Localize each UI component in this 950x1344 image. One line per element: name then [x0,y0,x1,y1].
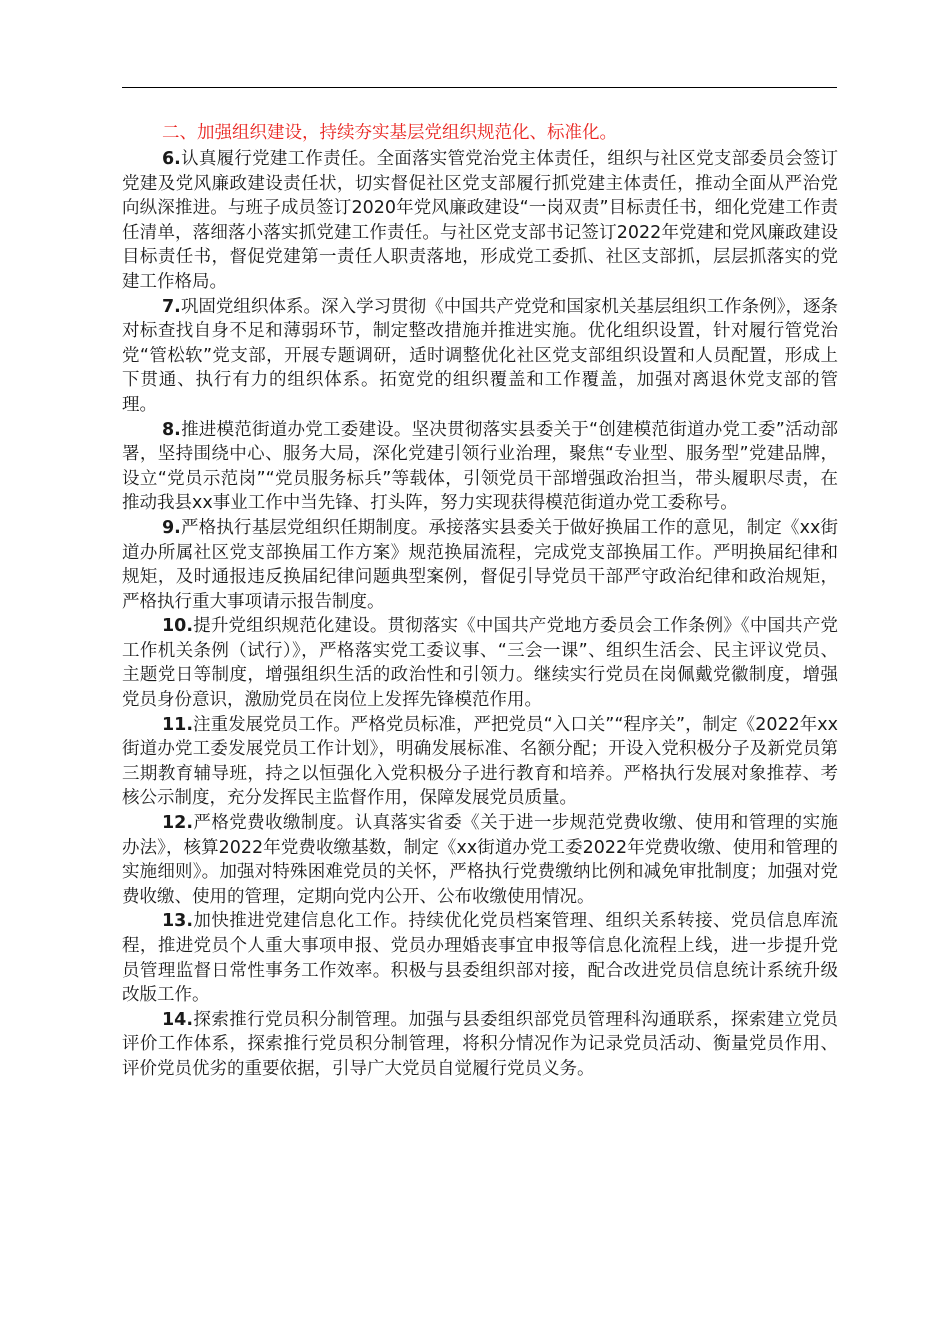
item-number: 13. [162,911,194,932]
item-body: 承接落实县委关于做好换届工作的意见，制定《xx街道办所属社区党支部换届工作方案》规范换届流程，完成党支部换届工作。严明换届纪律和规矩，及时通报违反换届纪律问题典型案例，督促引导党员干部严守政治纪律和政治规矩，严格执行重大事项请示报告制度。 [122,517,839,612]
paragraph-item-7 [122,295,838,418]
item-title: 提升党组织规范化建设。 [193,616,388,637]
paragraph-item-13 [122,909,838,1007]
item-number: 8. [162,419,181,440]
item-title: 认真履行党建工作责任。 [180,149,377,169]
item-title: 严格党费收缴制度。 [193,813,355,834]
paragraph-item-11 [122,713,838,811]
item-number: 10. [162,616,194,637]
paragraph-item-10 [122,614,838,712]
item-number: 11. [162,714,194,735]
item-body: 持续优化党员档案管理、组织关系转接、党员信息库流程，推进党员个人重大事项申报、党员办理婚丧事宜申报等信息化流程上线，进一步提升党员管理监督日常性事务工作效率。积极与县委组织部对接，配合改进党员信息统计系统升级改版工作。 [122,911,839,1006]
paragraph-item-12 [122,811,838,909]
paragraph-item-6 [122,147,838,295]
paragraph-item-8 [122,418,838,516]
item-body: 严格党员标准，严把党员“入口关”“程序关”，制定《2022年xx街道办党工委发展党员工作计划》，明确发展标准、名额分配；开设入党积极分子及新党员第三期教育辅导班，持之以恒强化入党积极分子进行教育和培养。严格执行发展对象推荐、考核公示制度，充分发挥民主监督作用，保障发展党员质量。 [122,714,839,809]
item-number: 7. [162,296,181,317]
paragraph-item-14 [122,1008,838,1082]
item-body: 加强与县委组织部党员管理科沟通联系，探索建立党员评价工作体系，探索推行党员积分制管理，将积分情况作为记录党员活动、衡量党员作用、评价党员优劣的重要依据，引导广大党员自觉履行党员义务。 [122,1009,839,1079]
item-number: 9. [162,517,181,538]
item-body: 全面落实管党治党主体责任，组织与社区党支部委员会签订党建及党风廉政建设责任状，切实督促社区党支部履行抓党建主体责任，推动全面从严治党向纵深推进。与班子成员签订2020年党风廉政建设“一岗双责”目标责任书，细化党建工作责任清单，落细落小落实抓党建工作责任。与社区党支部书记签订2022年党建和党风廉政建设目标责任书，督促党建第一责任人职责落地，形成党工委抓、社区支部抓，层层抓落实的党建工作格局。 [122,149,839,292]
item-number: 6. [162,149,181,169]
item-title: 注重发展党员工作。 [193,714,351,735]
paragraph-item-9 [122,516,838,614]
item-title: 推进模范街道办党工委建设。 [180,419,412,440]
section-heading: 二、加强组织建设，持续夯实基层党组织规范化、标准化。 [162,123,617,143]
item-title: 探索推行党员积分制管理。 [193,1009,409,1030]
item-title: 严格执行基层党组织任期制度。 [180,517,429,538]
document-body [122,120,838,1082]
item-title: 巩固党组织体系。 [180,296,322,317]
item-title: 加快推进党建信息化工作。 [193,911,409,932]
item-body: 认真落实省委《关于进一步规范党费收缴、使用和管理的实施办法》，核算2022年党费收缴基数，制定《xx街道办党工委2022年党费收缴、使用和管理的实施细则》。加强对特殊困难党员的关怀，严格执行党费缴纳比例和减免审批制度；加强对党费收缴、使用的管理，定期向党内公开、公布收缴使用情况。 [122,813,839,907]
header-rule [122,87,837,88]
item-body: 深入学习贯彻《中国共产党党和国家机关基层组织工作条例》，逐条对标查找自身不足和薄弱环节，制定整改措施并推进实施。优化组织设置，针对履行管党治党“管松软”党支部，开展专题调研，适时调整优化社区党支部组织设置和人员配置，形成上下贯通、执行有力的组织体系。拓宽党的组织覆盖和工作覆盖，加强对离退休党支部的管理。 [122,296,838,415]
item-number: 12. [162,813,194,834]
item-body: 坚决贯彻落实县委关于“创建模范街道办党工委”活动部署，坚持围绕中心、服务大局，深化党建引领行业治理，聚焦“专业型、服务型”党建品牌，设立“党员示范岗”“党员服务标兵”等载体，引领党员干部增强政治担当，带头履职尽责，在推动我县xx事业工作中当先锋、打头阵，努力实现获得模范街道办党工委称号。 [122,419,838,514]
item-number: 14. [162,1009,194,1030]
item-body: 贯彻落实《中国共产党地方委员会工作条例》《中国共产党工作机关条例（试行）》，严格落实党工委议事、“三会一课”、组织生活会、民主评议党员、主题党日等制度，增强组织生活的政治性和引领力。继续实行党员在岗佩戴党徽制度，增强党员身份意识，激励党员在岗位上发挥先锋模范作用。 [122,616,839,711]
